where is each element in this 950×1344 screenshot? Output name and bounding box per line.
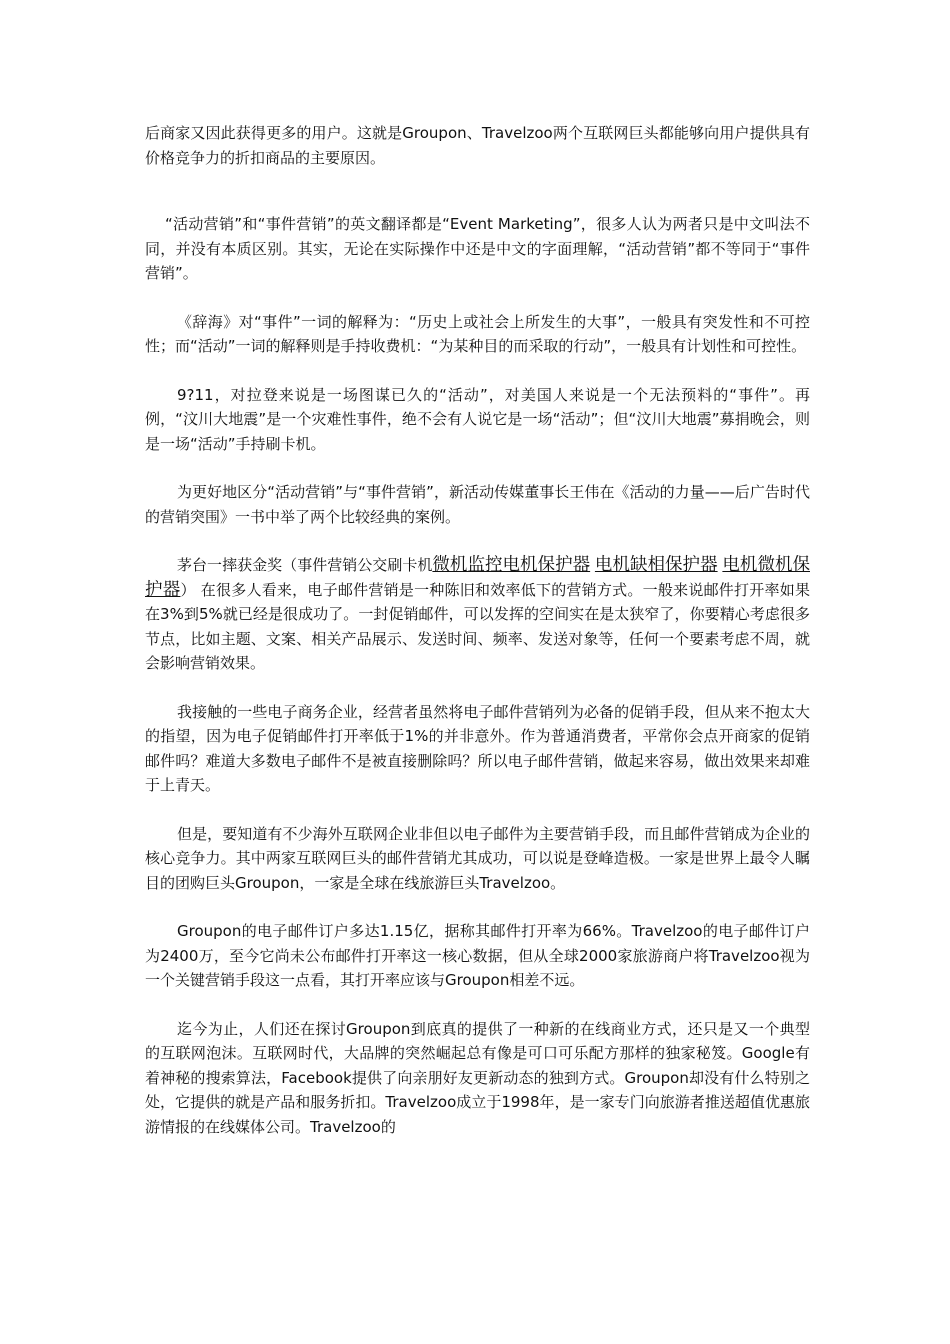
paragraph-1: 后商家又因此获得更多的用户。这就是Groupon、Travelzoo两个互联网巨头都能够向用户提供具有价格竞争力的折扣商品的主要原因。 xyxy=(145,124,810,167)
link-motor-microcomputer-protector[interactable]: 电机微机保护器 xyxy=(145,555,810,600)
paragraph-3: 《辞海》对“事件”一词的解释为：“历史上或社会上所发生的大事”，一般具有突发性和不可控性；而“活动”一词的解释则是手持收费机：“为某种目的而采取的行动”，一般具有计划性和可控性。 xyxy=(145,312,810,355)
paragraph-gap xyxy=(145,895,810,919)
paragraph-6-close: ） xyxy=(180,580,196,599)
paragraph-6-lead: 茅台一摔获金奖（事件营销公交刷卡机 xyxy=(177,556,433,574)
paragraph-gap xyxy=(145,798,810,822)
paragraph-gap xyxy=(145,359,810,383)
paragraph-9: Groupon的电子邮件订户多达1.15亿，据称其邮件打开率为66%。Travelzoo的电子邮件订户为2400万，至今它尚未公布邮件打开率这一核心数据，但从全球2000家旅游商户将Travelzoo视为一个关键营销手段这一点看，其打开率应该与Groupon相差不远。 xyxy=(145,922,810,989)
paragraph-gap xyxy=(145,993,810,1017)
paragraph-4: 9?11，对拉登来说是一场图谋已久的“活动”，对美国人来说是一个无法预料的“事件”。再例，“汶川大地震”是一个灾难性事件，绝不会有人说它是一场“活动”；但“汶川大地震”募捐晚会，则是一场“活动”手持刷卡机。 xyxy=(145,385,810,453)
paragraph-10: 迄今为止，人们还在探讨Groupon到底真的提供了一种新的在线商业方式，还只是又一个典型的互联网泡沫。互联网时代，大品牌的突然崛起总有像是可口可乐配方那样的独家秘笈。Google有着神秘的搜索算法，Facebook提供了向亲朋好友更新动态的独到方式。Groupon却没有什么特别之处，它提供的就是产品和服务折扣。Travelzoo成立于1998年，是一家专门向旅游者推送超值优惠旅游情报的在线媒体公司。Travelzoo的 xyxy=(145,1019,810,1136)
paragraph-gap xyxy=(145,286,810,310)
paragraph-gap xyxy=(145,529,810,553)
paragraph-5: 为更好地区分“活动营销”与“事件营销”，新活动传媒董事长王伟在《活动的力量——后广告时代的营销突围》一书中举了两个比较经典的案例。 xyxy=(145,483,810,526)
link-microcomputer-motor-protector[interactable]: 微机监控电机保护器 xyxy=(432,555,591,575)
document-page xyxy=(145,121,810,1139)
paragraph-gap xyxy=(145,676,810,700)
link-motor-phase-loss-protector[interactable]: 电机缺相保护器 xyxy=(594,555,718,575)
paragraph-2: “活动营销”和“事件营销”的英文翻译都是“Event Marketing”，很多人认为两者只是中文叫法不同，并没有本质区别。其实，无论在实际操作中还是中文的字面理解，“活动营销”都不等同于“事件营销”。 xyxy=(145,215,810,282)
paragraph-6 xyxy=(145,553,810,676)
paragraph-gap xyxy=(145,456,810,480)
paragraph-7: 我接触的一些电子商务企业，经营者虽然将电子邮件营销列为必备的促销手段，但从来不抱太大的指望，因为电子促销邮件打开率低于1%的并非意外。作为普通消费者，平常你会点开商家的促销邮件吗？难道大多数电子邮件不是被直接删除吗？所以电子邮件营销，做起来容易，做出效果来却难于上青天。 xyxy=(145,702,810,794)
paragraph-8: 但是，要知道有不少海外互联网企业非但以电子邮件为主要营销手段，而且邮件营销成为企业的核心竞争力。其中两家互联网巨头的邮件营销尤其成功，可以说是登峰造极。一家是世界上最令人瞩目的团购巨头Groupon，一家是全球在线旅游巨头Travelzoo。 xyxy=(145,824,810,892)
paragraph-6-body: 在很多人看来，电子邮件营销是一种陈旧和效率低下的营销方式。一般来说邮件打开率如果在3%到5%就已经是很成功了。一封促销邮件，可以发挥的空间实在是太狭窄了，你要精心考虑很多节点，比如主题、文案、相关产品展示、发送时间、频率、发送对象等，任何一个要素考虑不周，就会影响营销效果。 xyxy=(145,580,810,672)
paragraph-gap xyxy=(145,170,810,212)
